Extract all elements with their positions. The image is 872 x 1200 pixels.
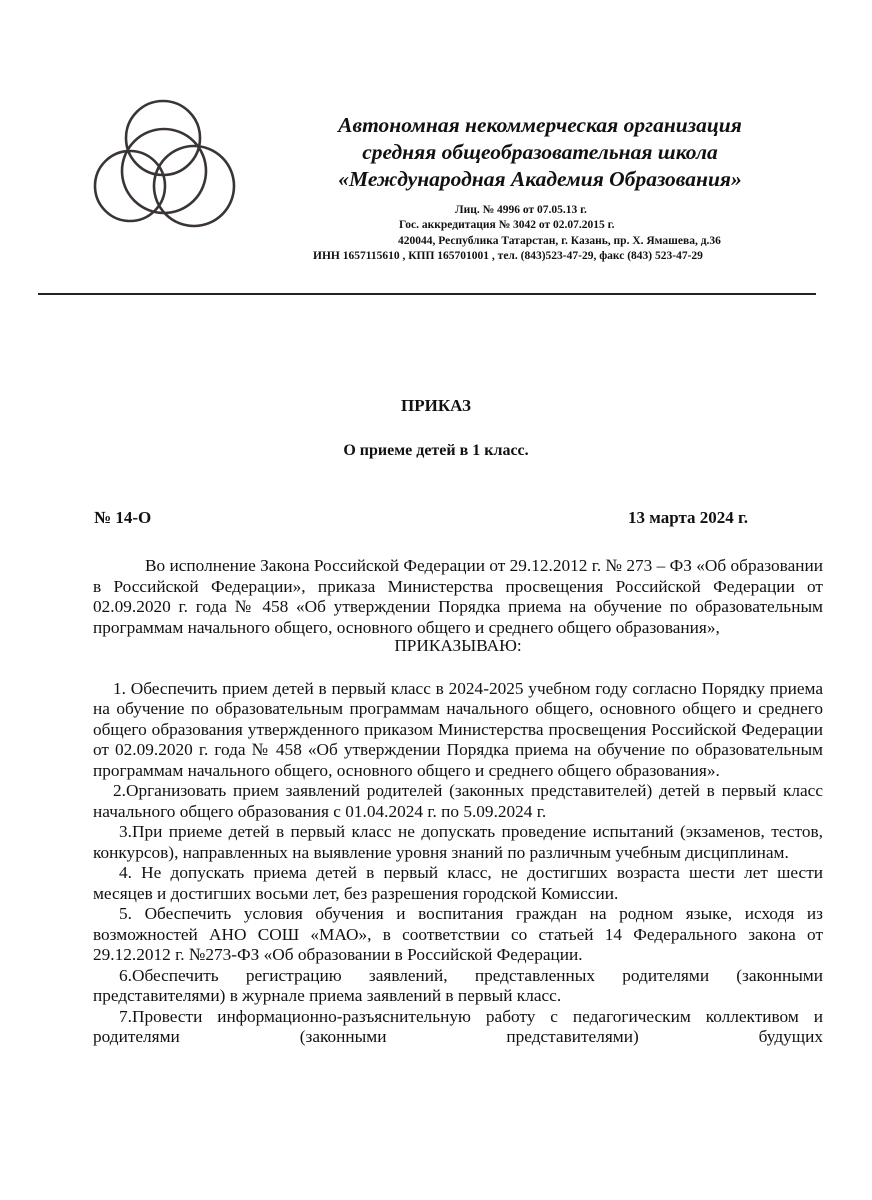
order-item: 6.Обеспечить регистрацию заявлений, представленных родителями (законными представителями) в журнале приема заявлений в первый класс.	[93, 965, 823, 1005]
preamble: Во исполнение Закона Российской Федерации от 29.12.2012 г. № 273 – ФЗ «Об образовании в Российской Федерации», приказа Министерства просвещения Российской Федерации от 02.09.2020 г. года № 458 «Об утверждении Порядка приема на обучение по образовательным программам начального общего, основного общего и среднего общего образования»,	[93, 556, 823, 637]
address-line: 420044, Республика Татарстан, г. Казань, пр. Х. Ямашева, д.36	[398, 235, 721, 247]
document-body	[93, 556, 823, 1048]
order-date: 13 марта 2024 г.	[628, 508, 749, 527]
organization-name	[270, 112, 810, 193]
school-logo-icon	[85, 90, 255, 240]
requisites-line: ИНН 1657115610 , КПП 165701001 , тел. (843)523-47-29, факс (843) 523-47-29	[313, 250, 703, 262]
org-line: Автономная некоммерческая организация	[338, 113, 742, 137]
order-item: 5. Обеспечить условия обучения и воспитания граждан на родном языке, исходя из возможностей АНО СОШ «МАО», в соответствии со статьей 14 Федерального закона от 29.12.2012 г. №273-ФЗ «Об образовании в Российской Федерации.	[93, 904, 823, 964]
order-item: 2.Организовать прием заявлений родителей (законных представителей) детей в первый класс начального общего образования с 01.04.2024 г. по 5.09.2024 г.	[93, 781, 823, 821]
accreditation-line: Гос. аккредитация № 3042 от 02.07.2015 г.	[399, 219, 615, 231]
document-subject: О приеме детей в 1 класс.	[343, 442, 529, 459]
order-item: 7.Провести информационно-разъяснительную работу с педагогическим коллективом и родителями (законными представителями) будущих	[93, 1006, 823, 1046]
order-number: № 14-О	[94, 508, 152, 527]
org-line: средняя общеобразовательная школа	[362, 140, 718, 164]
license-line: Лиц. № 4996 от 07.05.13 г.	[455, 204, 587, 216]
document-type: ПРИКАЗ	[401, 396, 471, 415]
order-item: 3.При приеме детей в первый класс не допускать проведение испытаний (экзаменов, тестов, конкурсов), направленных на выявление уровня знаний по различным учебным дисциплинам.	[93, 822, 823, 862]
order-item: 4. Не допускать приема детей в первый класс, не достигших возраста шести лет шести месяцев и достигших восьми лет, без разрешения городской Комиссии.	[93, 863, 823, 903]
header-divider	[38, 293, 816, 295]
order-item: 1. Обеспечить прием детей в первый класс в 2024-2025 учебном году согласно Порядку приема на обучение по образовательным программам начального общего, основного общего и среднего общего образования утвержденного приказом Министерства просвещения Российской Федерации от 02.09.2020 г. года № 458 «Об утверждении Порядка приема на обучение по образовательным программам начального общего, основного общего и среднего общего образования».	[93, 678, 823, 780]
order-word: ПРИКАЗЫВАЮ:	[394, 636, 522, 655]
org-line: «Международная Академия Образования»	[338, 167, 742, 191]
